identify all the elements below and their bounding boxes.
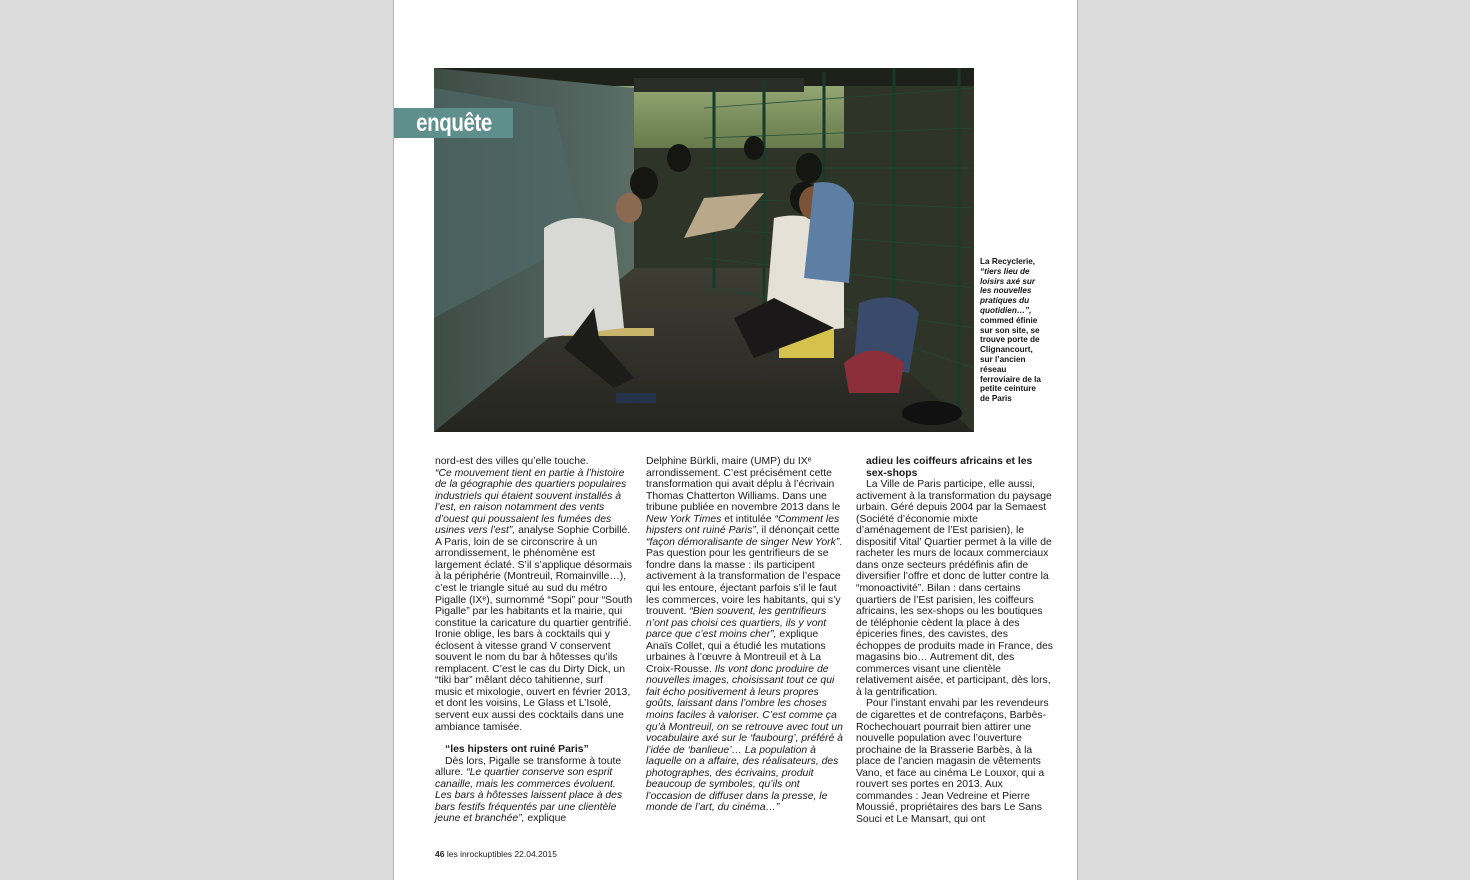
quote-run: Ils vont donc produire de nouvelles images, choisissant tout ce qui fait écho positivement à leurs propres goûts, laissant dans l’ombre les choses moins faciles à valoriser. C’est comme ça qu’à Montreuil, on se retrouve avec tout un vocabulaire axé sur le ‘faubourg’, préféré à l’idée de ‘banlieue’… La population à laquelle on a affaire, des réalisateurs, des photographes, des écrivains, produit beaucoup de symboles, qu’ils ont l’occasion de diffuser dans la presse, le monde de l’art, du cinéma…” [646, 663, 843, 814]
caption-text: commed éfinie sur son site, se trouve porte de Clignancourt, sur l’ancien réseau ferroviaire de la petite ceinture de Paris [980, 315, 1041, 404]
page-footer [435, 849, 557, 859]
magazine-page [393, 0, 1078, 880]
paragraph: La Ville de Paris participe, elle aussi, activement à la transformation du paysage urbain. Géré depuis 2004 par la Semaest (Société d’économie mixte d’aménagement de l’Est parisien), le dispositif Vital’ Quartier permet à la ville de racheter les murs de locaux commerciaux dans onze secteurs prédéfinis afin de diversifier l’offre et donc de lutter contre la “monoactivité”. Bilan : dans certains quartiers de l’Est parisien, les coiffeurs africains, les sex-shops ou les boutiques de téléphonie cèdent la place à des épiceries fines, des cavistes, des échoppes de produits made in France, des magasins bio… Autrement dit, des commerces visant une clientèle relativement aisée, et participant, dès lors, à la gentrification. [856, 479, 1053, 698]
paragraph: Pour l’instant envahi par les revendeurs de cigarettes et de contrefaçons, Barbès-Rochechouart pourrait bien attirer une nouvelle population avec l’ouverture prochaine de la Brasserie Barbès, à la place de l’ancien magasin de vêtements Vano, et face au cinéma Le Louxor, qui a rouvert ses portes en 2013. Aux commandes : Jean Vedreine et Pierre Moussié, propriétaires des bars Le Sans Souci et Le Mansart, qui ont [856, 698, 1049, 825]
paragraph [435, 456, 633, 733]
text-run: analyse Sophie Corbillé. A Paris, loin de se circonscrire à un arrondissement, le phénomène est largement éclaté. S’il s’applique désormais à la périphérie (Montreuil, Romainville…), c’est le triangle situé au sud du métro Pigalle (IXᵉ), surnommé “Sopi” pour “South Pigalle” par les habitants et la mairie, qui constitue la caricature du quartier gentrifié. Ironie oblige, les bars à cocktails qui y éclosent à vitesse grand V conservent souvent le nom du bar à hôtesses qu’ils remplacent. C’est le cas du Dirty Dick, un “tiki bar” mêlant déco tahitienne, surf music et mixologie, ouvert en février 2013, et dont les voisins, Le Glass et L’Isolé, servent eux aussi des cocktails dans une ambiance tamisée. [435, 525, 633, 733]
page-number: 46 [435, 849, 445, 859]
text-run: , il dénonçait cette [755, 525, 840, 537]
text-run: . [839, 536, 843, 548]
issue-info: les inrockuptibles 22.04.2015 [446, 849, 557, 859]
quote-run: “Bien souvent, les gentrifieurs n’ont pas choisi ces quartiers, ils y vont parce que c’est moins cher”, [646, 606, 827, 641]
caption-quote: “tiers lieu de loisirs axé sur les nouvelles pratiques du quotidien…”, [980, 266, 1036, 315]
paragraph [646, 456, 844, 548]
section-tag: enquête [394, 108, 513, 138]
subheading: adieu les coiffeurs africains et les sex-shops [866, 456, 1033, 479]
text-column-2 [646, 456, 844, 814]
text-run: Pas question pour les gentrifieurs de se fondre dans la masse : ils participent activement à la transformation de l’espace qui les entoure, éjectant parfois s’il le faut les commerces, voire les habitants, qui s’y trouvent. [646, 548, 841, 618]
caption-lead: La Recyclerie, [980, 257, 1036, 266]
quote-run: “façon démoralisante de singer New York” [646, 536, 840, 548]
text-run: et intitulée [721, 513, 775, 525]
quote-run: “Ce mouvement tient en partie à l’histoire de la géographie des quartiers populaires industriels qui étaient souvent installés à l’est, en raison notamment des vents d’ouest qui poussaient les fumées des usines vers l’est”, [435, 467, 627, 537]
paragraph [435, 756, 633, 825]
text-run: Dès lors, Pigalle se transforme à toute allure. [435, 755, 622, 779]
publication-name: New York Times [646, 513, 722, 525]
text-column-1 [435, 456, 633, 825]
quote-run: “Le quartier conserve son esprit canaille, mais les commerces évoluent. Les bars à hôtesses laissent place à des bars festifs fréquentés par une clientèle jeune et branchée”, [435, 767, 623, 825]
article-photo [434, 68, 974, 432]
quote-run: “Comment les hipsters ont ruiné Paris” [646, 513, 840, 537]
text-run: explique [524, 813, 567, 825]
photo-image [434, 68, 974, 432]
text-run: Delphine Bürkli, maire (UMP) du IXᵉ arrondissement. C’est précisément cette transformation qui avait déplu à l’écrivain Thomas Chatterton Williams. Dans une tribune publiée en novembre 2013 dans le [646, 456, 841, 514]
text-column-3 [856, 456, 1054, 826]
text-run: nord-est des villes qu’elle touche. [435, 456, 589, 467]
subheading: “les hipsters ont ruiné Paris” [445, 744, 589, 756]
paragraph [646, 548, 844, 814]
photo-caption [980, 257, 1046, 404]
text-run: explique Anaïs Collet, qui a étudié les mutations urbaines à l’œuvre à Montreuil et à La Croix-Rousse. [646, 629, 826, 675]
